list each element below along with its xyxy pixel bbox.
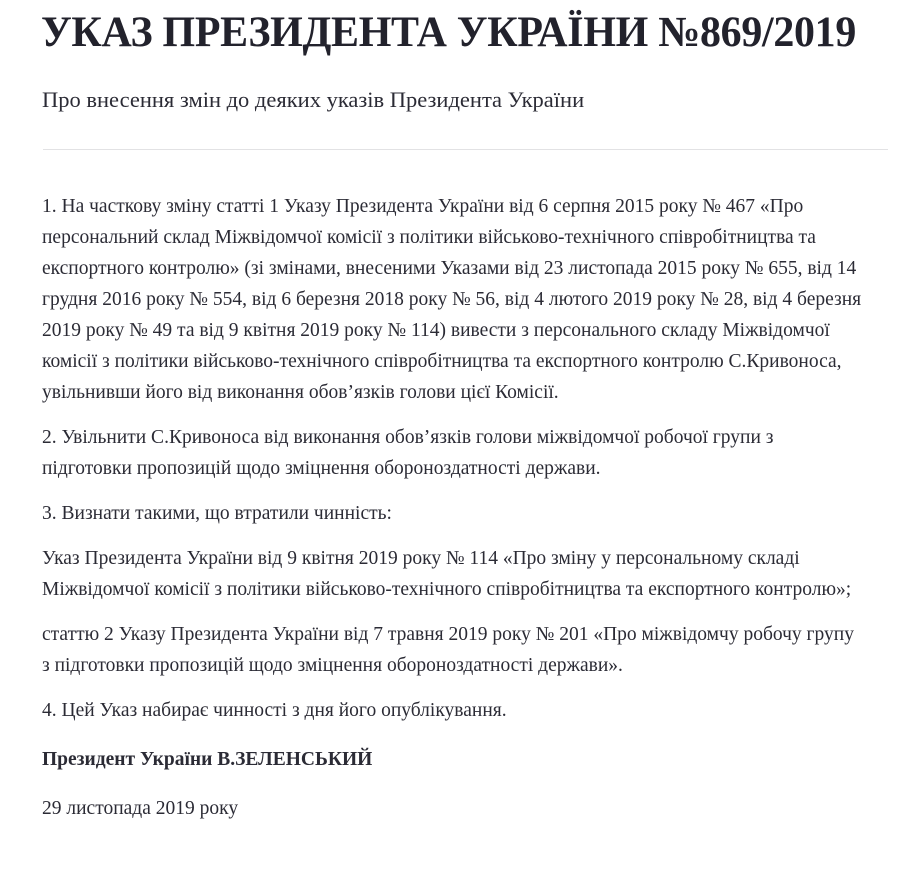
decree-item-3-reference-1: Указ Президента України від 9 квітня 2019 року № 114 «Про зміну у персональному складі Міжвідомчої комісії з політики військово-технічного співробітництва та експортного контролю»;	[42, 548, 852, 600]
decree-item-3: 3. Визнати такими, що втратили чинність:	[42, 503, 392, 524]
decree-item-1: 1. На часткову зміну статті 1 Указу Президента України від 6 серпня 2015 року № 467 «Про персональний склад Міжвідомчої комісії з політики військово-технічного співробітництва та експортного контролю» (зі змінами, внесеними Указами від 23 листопада 2015 року № 655, від 14 грудня 2016 року № 554, від 6 березня 2018 року № 56, від 4 лютого 2019 року № 28, від 4 березня 2019 року № 49 та від 9 квітня 2019 року № 114) вивести з персонального складу Міжвідомчої комісії з політики військово-технічного співробітництва та експортного контролю С.Кривоноса, увільнивши його від виконання обов’язків голови цієї Комісії.	[42, 196, 862, 403]
document-body	[0, 150, 900, 824]
decree-item-4: 4. Цей Указ набирає чинності з дня його опублікування.	[42, 700, 507, 721]
decree-item-2: 2. Увільнити С.Кривоноса від виконання обов’язків голови міжвідомчої робочої групи з підготовки пропозицій щодо зміцнення обороноздатності держави.	[42, 427, 774, 479]
page-title: УКАЗ ПРЕЗИДЕНТА УКРАЇНИ №869/2019	[40, 9, 857, 56]
document-subtitle: Про внесення змін до деяких указів Президента України	[42, 87, 585, 112]
decree-item-3-reference-2: статтю 2 Указу Президента України від 7 травня 2019 року № 201 «Про міжвідомчу робочу групу з підготовки пропозицій щодо зміцнення обороноздатності держави».	[42, 624, 854, 676]
document-date: 29 листопада 2019 року	[42, 798, 239, 819]
signature-line: Президент України В.ЗЕЛЕНСЬКИЙ	[42, 749, 373, 770]
